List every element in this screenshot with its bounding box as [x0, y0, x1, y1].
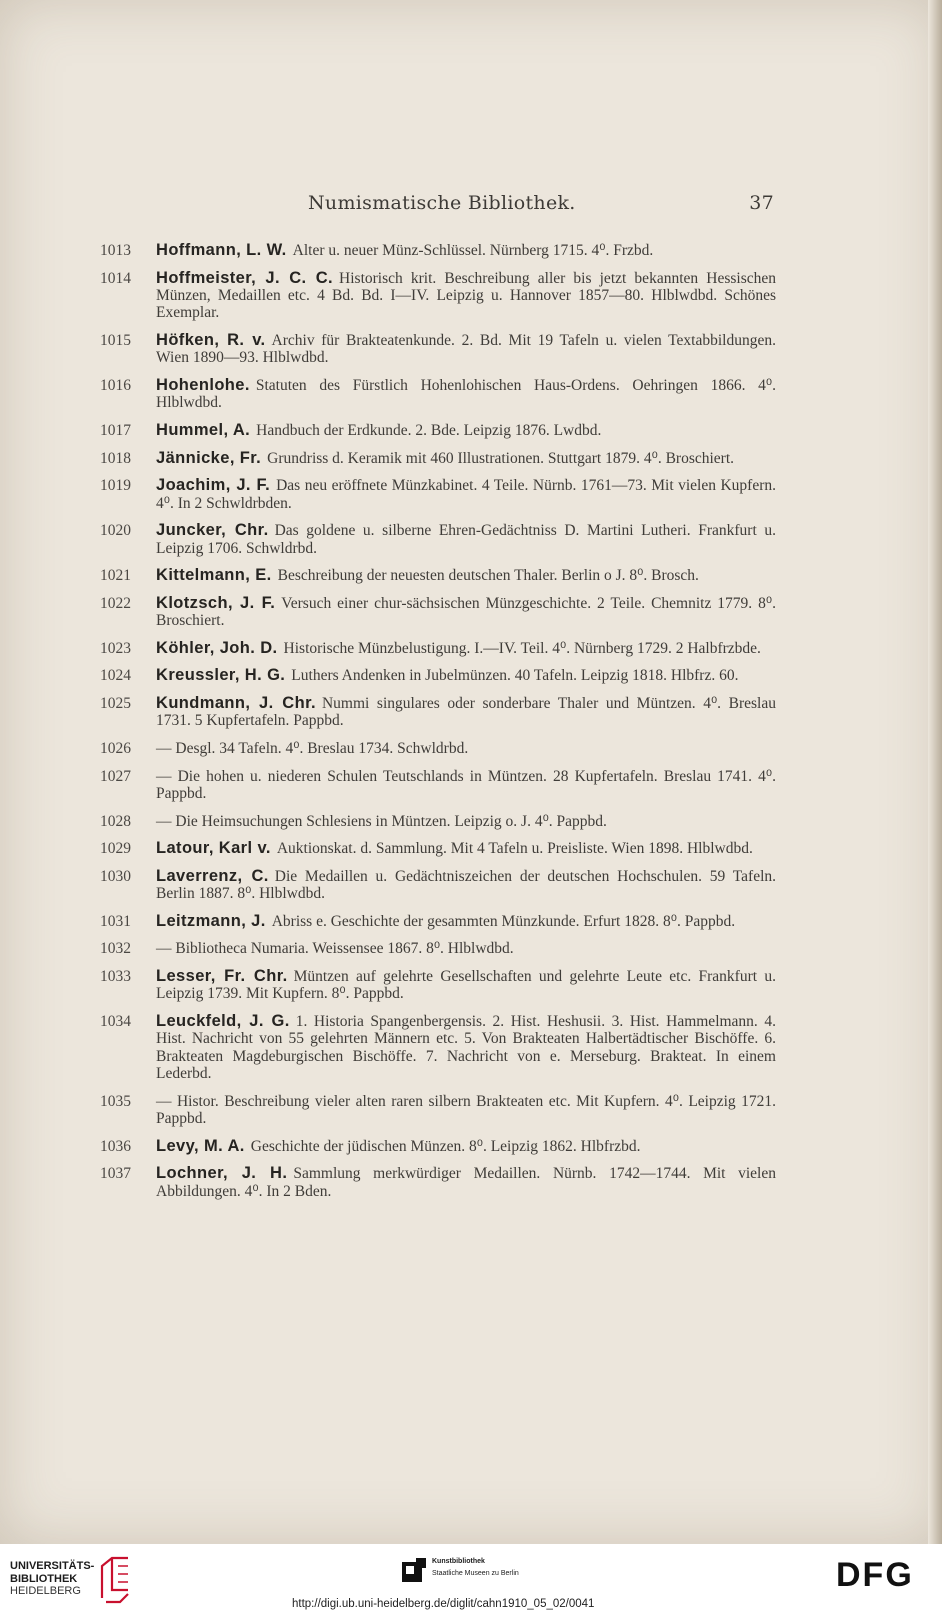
entry-number: 1030 [100, 867, 131, 885]
entry-number: 1019 [100, 477, 131, 495]
entry-author: Hohenlohe. [156, 376, 250, 394]
entry-author: Hoffmeister, J. C. C. [156, 268, 334, 287]
entry-number: 1028 [100, 812, 131, 830]
catalogue-entry [100, 840, 776, 857]
entry-number: 1032 [100, 940, 131, 958]
catalogue-entry [100, 868, 776, 903]
catalogue-entry [100, 595, 776, 630]
entry-number: 1023 [100, 639, 131, 657]
entry-description: Historisch krit. Beschreibung aller bis jetzt bekannten Hessischen Münzen, Medaillen etc. 4 Bd. Bd. I—IV. Leipzig u. Hannover 1857—80. Hlblwdbd. Schönes Exemplar. [156, 269, 776, 322]
entry-description: Alter u. neuer Münz-Schlüssel. Nürnberg 1715. 4⁰. Frzbd. [292, 242, 654, 259]
entry-number: 1015 [100, 332, 131, 349]
ub-heidelberg-logo[interactable] [10, 1560, 94, 1598]
ub-logo-mark-icon [98, 1554, 132, 1604]
catalogue-entry [100, 913, 776, 930]
entry-number: 1013 [100, 242, 131, 259]
entry-description: — Histor. Beschreibung vieler alten raren silbern Brakteaten etc. Mit Kupfern. 4⁰. Leipzig 1721. Pappbd. [156, 1092, 776, 1128]
entry-author: Levy, M. A. [156, 1136, 245, 1155]
entry-description: Das neu eröffnete Münzkabinet. 4 Teile. Nürnb. 1761—73. Mit vielen Kupfern. 4⁰. In 2 Schwldrbden. [156, 477, 776, 512]
catalogue-entry [100, 640, 776, 657]
catalogue-entry [100, 1165, 776, 1200]
entry-author: Hoffmann, L. W. [156, 241, 287, 259]
dfg-logo[interactable] [836, 1558, 928, 1594]
entry-description: Sammlung merkwürdiger Medaillen. Nürnb. 1742—1744. Mit vielen Abbildungen. 4⁰. In 2 Bden. [156, 1165, 776, 1200]
entry-author: Kundmann, J. Chr. [156, 693, 316, 712]
kb-logo-line-2: Staatliche Museen zu Berlin [432, 1570, 519, 1577]
ub-logo-line-2: BIBLIOTHEK [10, 1572, 78, 1585]
entry-description: 1. Historia Spangenbergensis. 2. Hist. Heshusii. 3. Hist. Hammelmann. 4. Hist. Nachricht von 55 gelehrten Männern etc. 5. Von Brakteaten Halbertädtischer Bischöffe. 6. Brakteaten Magdeburgischen Bischöffe. 7. Nachricht von e. Merseburg. Brakteat. In einem Lederbd. [156, 1012, 776, 1083]
catalogue-entry [100, 377, 776, 412]
entry-author: Leitzmann, J. [156, 911, 266, 930]
entry-number: 1035 [100, 1092, 131, 1110]
kb-logo-line-1: Kunstbibliothek [432, 1558, 485, 1565]
entry-author: Leuckfeld, J. G. [156, 1011, 290, 1030]
entry-description: — Die Heimsuchungen Schlesiens in Müntzen. Leipzig o. J. 4⁰. Pappbd. [156, 812, 607, 830]
entry-number: 1026 [100, 739, 131, 757]
dfg-logo-text: DFG [836, 1558, 914, 1590]
catalogue-entry [100, 1013, 776, 1083]
entry-description: Historische Münzbelustigung. I.—IV. Teil. 4⁰. Nürnberg 1729. 2 Halbfrzbde. [283, 639, 761, 657]
entry-number: 1021 [100, 567, 131, 585]
catalogue-entry [100, 522, 776, 557]
page-number: 37 [749, 192, 774, 214]
entry-author: Höfken, R. v. [156, 331, 266, 349]
catalogue-entries [100, 242, 776, 1210]
entry-description: Versuch einer chur-sächsischen Münzgeschichte. 2 Teile. Chemnitz 1779. 8⁰. Broschiert. [156, 594, 776, 630]
entry-description: Handbuch der Erdkunde. 2. Bde. Leipzig 1876. Lwdbd. [256, 422, 602, 439]
entry-number: 1014 [100, 269, 131, 287]
page-edge-shadow [928, 0, 942, 1544]
entry-author: Joachim, J. F. [156, 476, 271, 495]
entry-number: 1025 [100, 694, 131, 712]
entry-number: 1020 [100, 522, 131, 540]
catalogue-entry [100, 270, 776, 322]
catalogue-entry [100, 422, 776, 439]
entry-author: Kittelmann, E. [156, 566, 272, 585]
entry-author: Lesser, Fr. Chr. [156, 966, 288, 985]
entry-number: 1036 [100, 1137, 131, 1155]
entry-number: 1018 [100, 449, 131, 467]
running-head-title: Numismatische Bibliothek. [308, 192, 576, 214]
entry-description: Auktionskat. d. Sammlung. Mit 4 Tafeln u. Preisliste. Wien 1898. Hlblwdbd. [276, 840, 753, 858]
running-head [308, 192, 774, 222]
catalogue-entry [100, 450, 776, 467]
catalogue-entry [100, 1093, 776, 1128]
entry-description: — Bibliotheca Numaria. Weissensee 1867. 8⁰. Hlblwdbd. [156, 940, 514, 958]
entry-number: 1017 [100, 422, 131, 439]
ub-logo-line-1: UNIVERSITÄTS- [10, 1560, 95, 1572]
catalogue-entry [100, 813, 776, 830]
entry-author: Klotzsch, J. F. [156, 593, 276, 612]
catalogue-entry [100, 740, 776, 757]
catalogue-entry [100, 242, 776, 259]
catalogue-entry [100, 667, 776, 684]
entry-description: Luthers Andenken in Jubelmünzen. 40 Tafeln. Leipzig 1818. Hlbfrz. 60. [291, 667, 739, 685]
catalogue-entry [100, 768, 776, 803]
entry-description: Statuten des Fürstlich Hohenlohischen Haus-Ordens. Oehringen 1866. 4⁰. Hlblwdbd. [156, 377, 776, 412]
entry-description: Grundriss d. Keramik mit 460 Illustrationen. Stuttgart 1879. 4⁰. Broschiert. [267, 449, 735, 467]
entry-description: Müntzen auf gelehrte Gesellschaften und gelehrte Leute etc. Frankfurt u. Leipzig 1739. Mit Kupfern. 8⁰. Pappbd. [156, 967, 776, 1003]
entry-number: 1034 [100, 1012, 131, 1030]
entry-author: Hummel, A. [156, 421, 251, 439]
footer-bar [0, 1544, 942, 1613]
catalogue-entry [100, 968, 776, 1003]
entry-number: 1027 [100, 767, 131, 785]
entry-author: Kreussler, H. G. [156, 666, 286, 685]
entry-description: — Die hohen u. niederen Schulen Teutschlands in Müntzen. 28 Kupfertafeln. Breslau 1741. 4⁰. Pappbd. [156, 767, 776, 802]
ub-logo-line-3: HEIDELBERG [10, 1585, 81, 1597]
entry-description: Abriss e. Geschichte der gesammten Münzkunde. Erfurt 1828. 8⁰. Pappbd. [271, 912, 736, 930]
catalogue-entry [100, 477, 776, 512]
entry-description: Die Medaillen u. Gedächtniszeichen der deutschen Hochschulen. 59 Tafeln. Berlin 1887. 8⁰. Hlblwdbd. [156, 867, 777, 903]
entry-number: 1031 [100, 912, 131, 930]
entry-author: Juncker, Chr. [156, 521, 269, 540]
entry-description: Beschreibung der neuesten deutschen Thaler. Berlin o J. 8⁰. Brosch. [277, 567, 699, 585]
catalogue-entry [100, 1138, 776, 1155]
entry-author: Lochner, J. H. [156, 1164, 288, 1183]
entry-number: 1016 [100, 377, 131, 394]
permalink-url[interactable]: http://digi.ub.uni-heidelberg.de/diglit/cahn1910_05_02/0041 [292, 1598, 595, 1610]
entry-author: Köhler, Joh. D. [156, 638, 278, 657]
kunstbibliothek-mark-icon [402, 1558, 426, 1584]
entry-number: 1022 [100, 594, 131, 612]
entry-number: 1037 [100, 1165, 131, 1183]
entry-author: Laverrenz, C. [156, 866, 269, 885]
entry-description: Das goldene u. silberne Ehren-Gedächtniss D. Martini Lutheri. Frankfurt u. Leipzig 1706. Schwldrbd. [156, 522, 776, 557]
entry-number: 1033 [100, 967, 131, 985]
catalogue-entry [100, 695, 776, 730]
entry-description: Nummi singulares oder sonderbare Thaler und Müntzen. 4⁰. Breslau 1731. 5 Kupfertafeln. Pappbd. [156, 694, 776, 730]
entry-author: Latour, Karl v. [156, 839, 271, 858]
entry-description: Archiv für Brakteatenkunde. 2. Bd. Mit 19 Tafeln u. vielen Textabbildungen. Wien 1890—93. Hlblwdbd. [156, 332, 776, 367]
entry-author: Jännicke, Fr. [156, 448, 262, 467]
catalogue-entry [100, 567, 776, 584]
dfg-logo-icon [836, 1558, 928, 1590]
entry-description: Geschichte der jüdischen Münzen. 8⁰. Leipzig 1862. Hlbfrzbd. [250, 1137, 641, 1155]
entry-description: — Desgl. 34 Tafeln. 4⁰. Breslau 1734. Schwldrbd. [156, 739, 469, 757]
entry-number: 1024 [100, 667, 131, 685]
catalogue-entry [100, 940, 776, 957]
catalogue-entry [100, 332, 776, 367]
entry-number: 1029 [100, 840, 131, 858]
